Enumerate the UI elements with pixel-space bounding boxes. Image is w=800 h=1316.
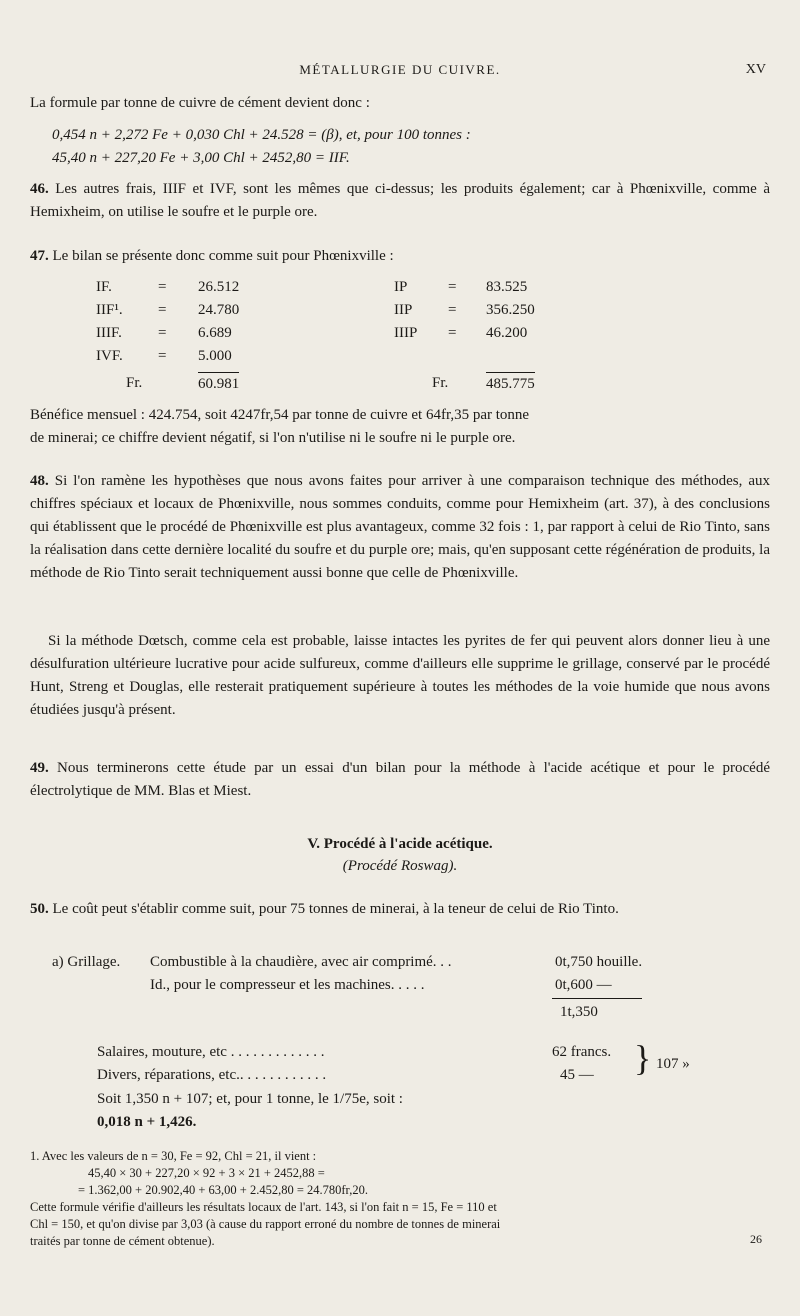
paragraph-number: 48. [30, 473, 49, 489]
cost-brace-total: 107 » [656, 1056, 690, 1072]
balance-row: IF. = 26.512 [96, 279, 240, 295]
balance-row: IVF. = 5.000 [96, 348, 232, 364]
paragraph-number: 46. [30, 181, 49, 197]
benefit-line-1: Bénéfice mensuel : 424.754, soit 4247fr,54 par tonne de cuivre et 64fr,35 par tonne [30, 407, 530, 423]
balance-products-column [394, 276, 624, 395]
balance-row: IIIP = 46.200 [394, 325, 528, 341]
paragraph-46 [30, 178, 770, 224]
paragraph-50 [30, 898, 770, 921]
balance-row: IIP = 356.250 [394, 302, 535, 318]
footnote-line: Cette formule vérifie d'ailleurs les résultats locaux de l'art. 143, si l'on fait n = 15, Fe = 110 et [30, 1200, 497, 1214]
cost-line-misc: Divers, réparations, etc.. . . . . . . . . . . . [97, 1067, 327, 1083]
footnote [30, 1148, 770, 1250]
section-title: V. Procédé à l'acide acétique. [307, 836, 493, 852]
page-folio: XV [745, 62, 766, 77]
formula-1: 0,454 n + 2,272 Fe + 0,030 Chl + 24.528 = (β), et, pour 100 tonnes : [52, 127, 471, 143]
paragraph-48 [30, 470, 770, 585]
formula-2: 45,40 n + 227,20 Fe + 3,00 Chl + 2452,80 = IIF. [52, 150, 350, 166]
balance-table [96, 276, 616, 391]
cost-subtotal-coal: 1t,350 [560, 1004, 598, 1020]
cost-result-formula: 0,018 n + 1,426. [97, 1114, 197, 1130]
footnote-line: 45,40 × 30 + 227,20 × 92 + 3 × 21 + 2452,88 = [88, 1166, 325, 1180]
paragraph-number: 47. [30, 248, 49, 264]
cost-value-combustible: 0t,750 houille. [555, 954, 643, 970]
balance-row: IIF¹. = 24.780 [96, 302, 240, 318]
paragraph-number: 50. [30, 901, 49, 917]
cost-line-compressor: Id., pour le compresseur et les machines. . . . . [150, 977, 425, 993]
benefit-line-2: de minerai; ce chiffre devient négatif, si l'on n'utilise ni le soufre ni le purple ore. [30, 430, 516, 446]
paragraph-text: Nous terminerons cette étude par un essai d'un bilan pour la méthode à l'acide acétique et pour le procédé électrolytique de MM. Blas et Miest. [30, 760, 770, 799]
balance-total: Fr. 60.981 [96, 372, 326, 395]
section-subtitle: (Procédé Roswag). [342, 858, 458, 874]
paragraph-49 [30, 757, 770, 803]
cost-line-combustible: Combustible à la chaudière, avec air comprimé. . . [150, 954, 452, 970]
balance-row: IIIF. = 6.689 [96, 325, 232, 341]
footnote-line: = 1.362,00 + 20.902,40 + 63,00 + 2.452,80 = 24.780fr,20. [78, 1183, 368, 1197]
paragraph-text: Les autres frais, IIIF et IVF, sont les mêmes que ci-dessus; les produits également; car à Phœnixville, comme à Hemixheim, on utilise le soufre et le purple ore. [30, 181, 770, 220]
paragraph-48-continued: Si la méthode Dœtsch, comme cela est probable, laisse intactes les pyrites de fer qui peuvent alors donner lieu à une désulfuration ultérieure lucrative pour acide sulfureux, comme d'ailleurs elle supprime le grillage, conservé par le procédé Hunt, Streng et Douglas, elle resterait pratiquement supérieure à toutes les méthodes de la voie humide que nous avons étudiées jusqu'à présent. [30, 633, 770, 718]
intro-text: La formule par tonne de cuivre de cément devient donc : [30, 95, 370, 111]
paragraph-47 [30, 245, 770, 268]
signature-mark: 26 [750, 1232, 762, 1246]
page-header [0, 62, 800, 82]
paragraph-number: 49. [30, 760, 49, 776]
paragraph-text: Le coût peut s'établir comme suit, pour 75 tonnes de minerai, à la teneur de celui de Rio Tinto. [48, 901, 619, 917]
subtotal-rule [552, 998, 642, 999]
footnote-line: 1. Avec les valeurs de n = 30, Fe = 92, Chl = 21, il vient : [30, 1149, 317, 1163]
footnote-line: traités par tonne de cément obtenue). [30, 1234, 215, 1248]
cost-value-misc: 45 — [560, 1067, 594, 1083]
cost-line-wages: Salaires, mouture, etc . . . . . . . . . . . . . [97, 1044, 325, 1060]
balance-costs-column [96, 276, 326, 395]
paragraph-text: Si l'on ramène les hypothèses que nous avons faites pour arriver à une comparaison technique des méthodes, aux chiffres spéciaux et locaux de Phœnixville, nous sommes conduits, comme pour Hemixheim (art. 37), à des conclusions qui établissent que le procédé de Phœnixville est plus avantageux, comme 32 fois : 1, par rapport à celui de Rio Tinto, sans la réalisation dans cette dernière localité du soufre et du purple ore; mais, qu'en supposant cette régénération de produits, la méthode de Rio Tinto serait techniquement aussi bonne que celle de Phœnixville. [30, 473, 770, 581]
footnote-line: Chl = 150, et qu'on divise par 3,03 (à cause du rapport erroné du nombre de tonnes de minerai [30, 1217, 501, 1231]
cost-value-wages: 62 francs. [552, 1044, 612, 1060]
running-title: MÉTALLURGIE DU CUIVRE. [299, 62, 501, 77]
balance-total: Fr. 485.775 [394, 372, 624, 395]
balance-row: IP = 83.525 [394, 279, 528, 295]
cost-line-total: Soit 1,350 n + 107; et, pour 1 tonne, le 1/75e, soit : [97, 1091, 403, 1107]
brace-glyph: } [634, 1038, 652, 1078]
cost-label-grillage: a) Grillage. [52, 954, 121, 970]
paragraph-text: Le bilan se présente donc comme suit pour Phœnixville : [48, 248, 394, 264]
cost-value-compressor: 0t,600 — [555, 977, 612, 993]
